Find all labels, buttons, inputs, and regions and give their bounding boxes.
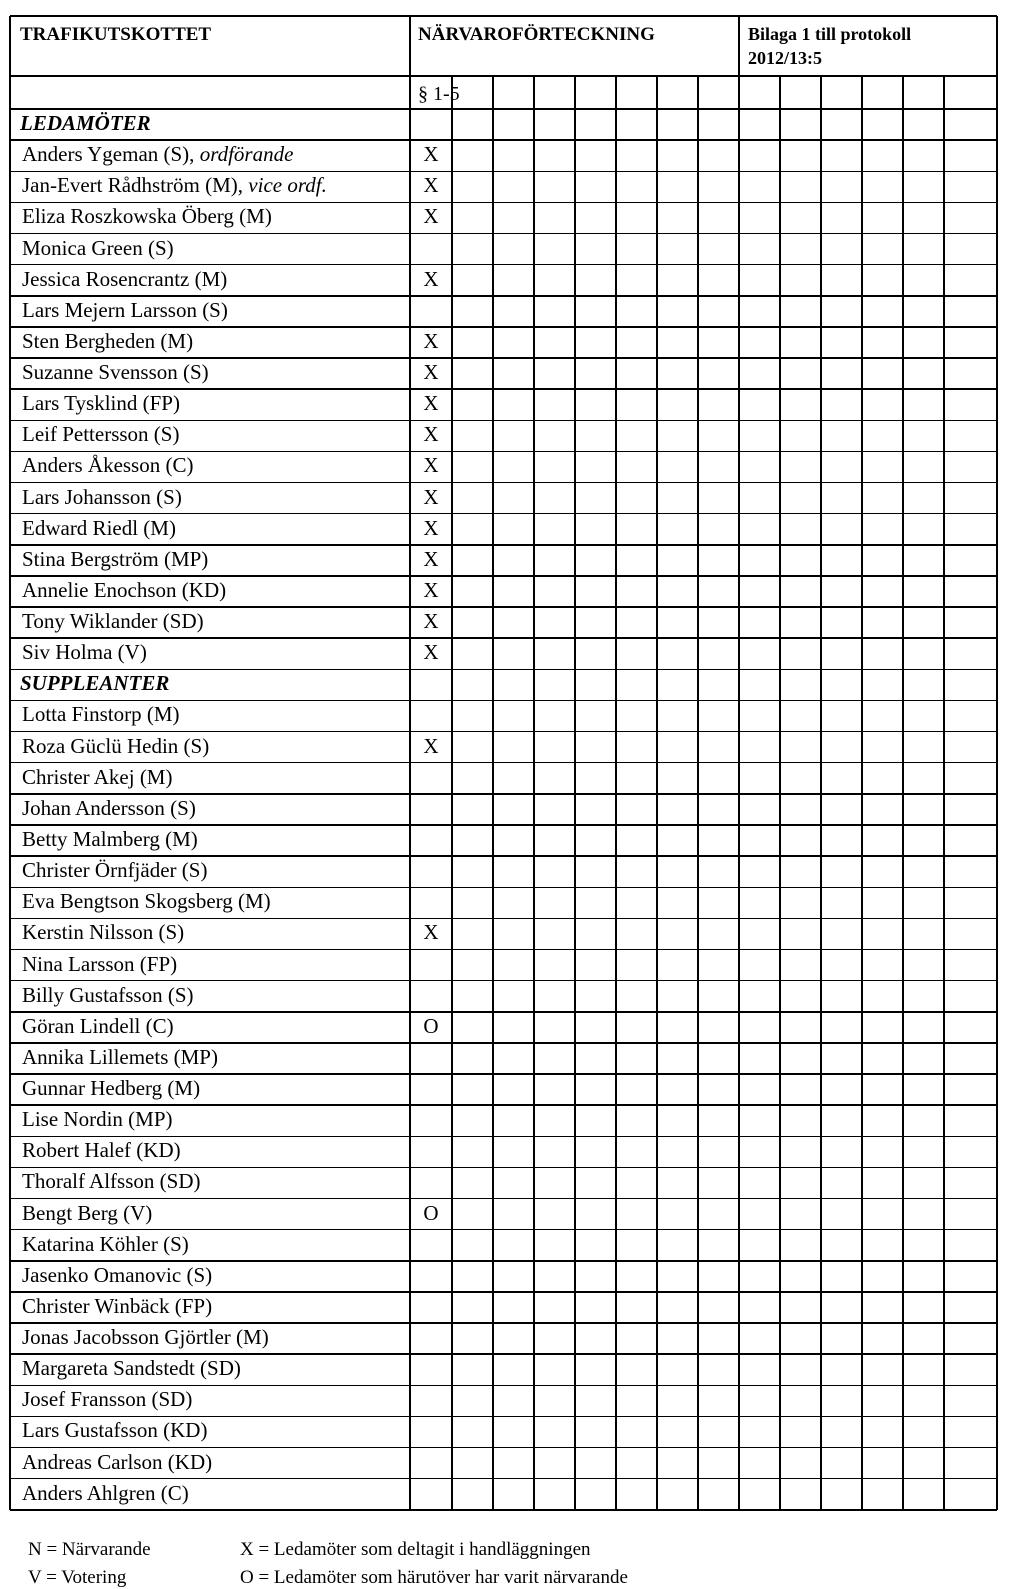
member-name <box>22 1418 207 1443</box>
member-name-text: Betty Malmberg (M) <box>22 826 198 851</box>
grid-line <box>738 76 740 1510</box>
grid-line <box>10 1509 997 1511</box>
grid-line <box>10 482 997 484</box>
member-name <box>22 1325 269 1350</box>
member-name-text: Lars Johansson (S) <box>22 484 182 509</box>
grid-line <box>10 388 997 390</box>
legend-v: V = Votering <box>28 1567 127 1588</box>
member-name <box>22 858 207 883</box>
member-name <box>22 827 198 852</box>
member-name <box>22 485 182 510</box>
grid-line <box>10 949 997 951</box>
member-name-text: Jan-Evert Rådhström (M), <box>22 173 249 198</box>
attendance-mark: X <box>423 422 439 447</box>
attendance-mark: X <box>423 453 439 478</box>
attendance-mark: X <box>423 266 439 291</box>
grid-line <box>779 76 781 1510</box>
grid-line <box>738 16 740 76</box>
grid-line <box>10 824 997 826</box>
grid-line <box>656 76 658 1510</box>
grid-line <box>10 855 997 857</box>
grid-line <box>10 233 997 235</box>
grid-line <box>10 1322 997 1324</box>
grid-line <box>10 700 997 702</box>
attendance-mark: X <box>423 577 439 602</box>
member-name <box>22 734 209 759</box>
member-name <box>22 889 271 914</box>
member-name-text: Roza Güclü Hedin (S) <box>22 733 210 758</box>
member-name-text: Lars Gustafsson (KD) <box>22 1418 208 1443</box>
member-name-text: Stina Bergström (MP) <box>22 546 209 571</box>
member-name <box>22 329 193 354</box>
member-name-text: Andreas Carlson (KD) <box>22 1449 213 1474</box>
member-name-text: Kerstin Nilsson (S) <box>22 920 185 945</box>
grid-line <box>10 451 997 453</box>
member-name-text: Christer Winbäck (FP) <box>22 1293 213 1318</box>
member-name-text: Annelie Enochson (KD) <box>22 577 227 602</box>
grid-line <box>533 76 535 1510</box>
grid-line <box>10 139 997 141</box>
grid-line <box>10 1385 997 1387</box>
attendance-mark: X <box>423 328 439 353</box>
member-name-text: Josef Fransson (SD) <box>22 1387 193 1412</box>
attendance-mark: O <box>423 1200 439 1225</box>
member-name-text: Anders Ygeman (S), <box>22 142 200 167</box>
member-name-text: Jasenko Omanovic (S) <box>22 1262 213 1287</box>
grid-line <box>10 264 997 266</box>
member-name <box>22 142 293 167</box>
member-name-text: Nina Larsson (FP) <box>22 951 178 976</box>
grid-line <box>10 202 997 204</box>
member-name <box>22 391 180 416</box>
member-name-text: Lise Nordin (MP) <box>22 1107 173 1132</box>
grid-line <box>615 76 617 1510</box>
grid-line <box>10 1136 997 1138</box>
member-name <box>22 1450 212 1475</box>
grid-line <box>10 887 997 889</box>
grid-line <box>943 76 945 1510</box>
member-name <box>22 920 184 945</box>
grid-line <box>10 1104 997 1106</box>
grid-line <box>10 108 997 110</box>
member-name <box>22 952 177 977</box>
grid-line <box>10 1260 997 1262</box>
attendance-mark: X <box>423 640 439 665</box>
grid-line <box>574 76 576 1510</box>
attendance-mark: X <box>423 360 439 385</box>
member-name-text: Johan Andersson (S) <box>22 795 196 820</box>
member-name <box>22 1387 192 1412</box>
grid-line <box>10 575 997 577</box>
member-name-text: Suzanne Svensson (S) <box>22 360 209 385</box>
member-name <box>22 1107 173 1132</box>
attachment-line-1: Bilaga 1 till protokoll <box>748 24 912 44</box>
grid-line <box>697 76 699 1510</box>
member-name-text: Siv Holma (V) <box>22 640 147 665</box>
member-name <box>22 236 174 261</box>
grid-line <box>10 980 997 982</box>
grid-line <box>10 1478 997 1480</box>
member-name <box>22 298 228 323</box>
grid-line <box>10 606 997 608</box>
member-name <box>22 422 179 447</box>
list-title: NÄRVAROFÖRTECKNING <box>418 24 655 45</box>
attendance-mark: O <box>423 1013 439 1038</box>
attendance-mark: X <box>423 733 439 758</box>
member-name-text: Jessica Rosencrantz (M) <box>22 266 228 291</box>
member-name <box>22 578 226 603</box>
grid-line <box>10 1291 997 1293</box>
grid-line <box>10 357 997 359</box>
grid-line <box>10 1011 997 1013</box>
member-name-text: Eliza Roszkowska Öberg (M) <box>22 204 272 229</box>
attendance-mark: X <box>423 920 439 945</box>
member-name-text: Anders Ahlgren (C) <box>22 1480 189 1505</box>
grid-line <box>10 420 997 422</box>
member-role: ordförande <box>199 142 294 167</box>
grid-line <box>820 76 822 1510</box>
member-name <box>22 765 172 790</box>
member-name <box>22 1294 212 1319</box>
member-name <box>22 173 327 198</box>
grid-line <box>10 762 997 764</box>
grid-line <box>902 76 904 1510</box>
attachment-line-2: 2012/13:5 <box>748 48 822 68</box>
member-name-text: Katarina Köhler (S) <box>22 1231 189 1256</box>
member-name <box>22 983 194 1008</box>
member-name-text: Tony Wiklander (SD) <box>22 609 204 634</box>
grid-line <box>10 1073 997 1075</box>
member-name-text: Lars Mejern Larsson (S) <box>22 297 228 322</box>
member-name <box>22 796 196 821</box>
member-name-text: Billy Gustafsson (S) <box>22 982 194 1007</box>
member-name <box>22 702 180 727</box>
grid-line <box>10 171 997 173</box>
member-name-text: Eva Bengtson Skogsberg (M) <box>22 889 271 914</box>
member-name-text: Christer Örnfjäder (S) <box>22 858 208 883</box>
member-name <box>22 204 272 229</box>
member-name <box>22 1138 181 1163</box>
grid-line <box>10 918 997 920</box>
member-name-text: Gunnar Hedberg (M) <box>22 1076 201 1101</box>
attendance-mark: X <box>423 484 439 509</box>
member-name <box>22 360 209 385</box>
member-name-text: Sten Bergheden (M) <box>22 328 194 353</box>
member-name-text: Anders Åkesson (C) <box>22 453 194 478</box>
member-name <box>22 1076 200 1101</box>
grid-line <box>10 1167 997 1169</box>
member-name <box>22 609 204 634</box>
grid-line <box>10 75 997 77</box>
committee-title: TRAFIKUTSKOTTET <box>20 24 212 45</box>
member-name <box>22 453 193 478</box>
grid-line <box>10 731 997 733</box>
member-name-text: Jonas Jacobsson Gjörtler (M) <box>22 1325 269 1350</box>
grid-line <box>10 544 997 546</box>
grid-line <box>492 76 494 1510</box>
member-name-text: Leif Pettersson (S) <box>22 422 180 447</box>
attendance-mark: X <box>423 204 439 229</box>
member-name <box>22 267 227 292</box>
member-name <box>22 1014 174 1039</box>
attendance-mark: X <box>423 142 439 167</box>
member-name-text: Margareta Sandstedt (SD) <box>22 1356 241 1381</box>
paragraph-range: § 1-5 <box>418 83 460 105</box>
attendance-mark: X <box>423 515 439 540</box>
member-name-text: Lotta Finstorp (M) <box>22 702 180 727</box>
grid-line <box>10 326 997 328</box>
member-name <box>22 516 176 541</box>
grid-line <box>10 295 997 297</box>
member-name <box>22 1481 189 1506</box>
member-name <box>22 1263 212 1288</box>
grid-line <box>10 1042 997 1044</box>
grid-line <box>10 1198 997 1200</box>
attendance-mark: X <box>423 391 439 416</box>
legend-o: O = Ledamöter som härutöver har varit närvarande <box>240 1567 628 1588</box>
member-role: vice ordf. <box>248 173 327 198</box>
member-name <box>22 1356 241 1381</box>
grid-line <box>10 793 997 795</box>
member-name <box>22 1232 189 1257</box>
grid-line <box>861 76 863 1510</box>
grid-line <box>10 1229 997 1231</box>
grid-line <box>10 669 997 671</box>
member-name-text: Thoralf Alfsson (SD) <box>22 1169 201 1194</box>
member-name-text: Robert Halef (KD) <box>22 1138 181 1163</box>
member-name-text: Göran Lindell (C) <box>22 1013 174 1038</box>
legend-x: X = Ledamöter som deltagit i handläggningen <box>240 1539 591 1560</box>
grid-line <box>10 1447 997 1449</box>
attendance-mark: X <box>423 609 439 634</box>
member-name-text: Annika Lillemets (MP) <box>22 1044 218 1069</box>
member-name <box>22 1169 200 1194</box>
grid-line <box>10 513 997 515</box>
grid-line <box>10 1416 997 1418</box>
member-name <box>22 640 147 665</box>
member-name-text: Monica Green (S) <box>22 235 174 260</box>
member-name-text: Edward Riedl (M) <box>22 515 176 540</box>
grid-line <box>10 637 997 639</box>
attendance-mark: X <box>423 546 439 571</box>
section-heading: LEDAMÖTER <box>20 111 151 135</box>
member-name <box>22 547 208 572</box>
section-heading: SUPPLEANTER <box>20 671 170 696</box>
member-name <box>22 1045 218 1070</box>
grid-line <box>10 15 997 17</box>
legend-n: N = Närvarande <box>28 1539 151 1560</box>
member-name <box>22 1201 152 1226</box>
member-name-text: Bengt Berg (V) <box>22 1200 153 1225</box>
member-name-text: Lars Tysklind (FP) <box>22 391 180 416</box>
attendance-mark: X <box>423 173 439 198</box>
member-name-text: Christer Akej (M) <box>22 764 173 789</box>
grid-line <box>10 1353 997 1355</box>
